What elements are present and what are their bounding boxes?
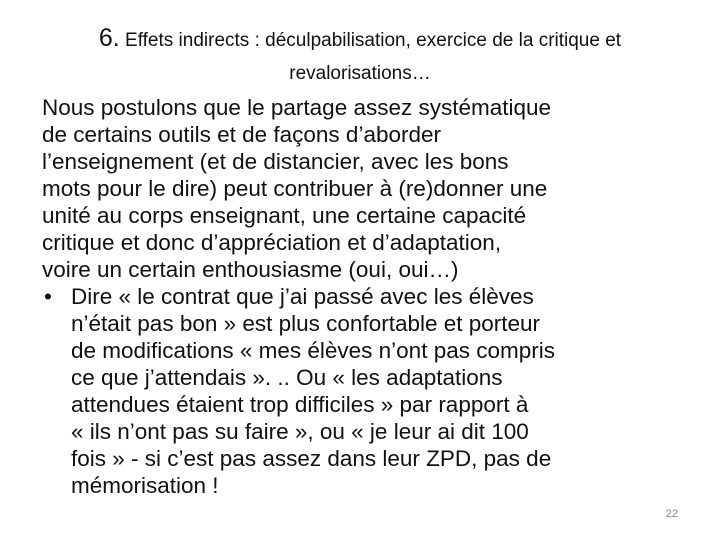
paragraph-line: l’enseignement (et de distancier, avec les bons xyxy=(42,149,509,174)
paragraph-line: critique et donc d’appréciation et d’adaptation, xyxy=(42,230,502,255)
title-number: 6. xyxy=(98,24,120,52)
bullet-line: « ils n’ont pas su faire », ou « je leur ai dit 100 xyxy=(71,419,529,444)
bullet-line: mémorisation ! xyxy=(71,473,219,498)
page-number: 22 xyxy=(665,508,678,520)
bullet-line: fois » - si c’est pas assez dans leur ZPD, pas de xyxy=(71,446,552,471)
bullet-line: n’était pas bon » est plus confortable et porteur xyxy=(71,311,541,336)
slide-body xyxy=(42,94,692,499)
bullet-item xyxy=(42,283,692,499)
slide-title xyxy=(40,22,680,90)
paragraph-line: unité au corps enseignant, une certaine capacité xyxy=(42,203,527,228)
bullet-line: de modifications « mes élèves n’ont pas compris xyxy=(71,338,555,363)
title-text-line-1: Effets indirects : déculpabilisation, exercice de la critique et xyxy=(119,30,622,51)
paragraph-line: mots pour le dire) peut contribuer à (re)donner une xyxy=(42,176,548,201)
bullet-line: attendues étaient trop difficiles » par rapport à xyxy=(71,392,529,417)
title-text-line-2: revalorisations… xyxy=(289,63,431,84)
paragraph-line: de certains outils et de façons d’aborder xyxy=(42,122,441,147)
paragraph-line: voire un certain enthousiasme (oui, oui…) xyxy=(42,257,459,282)
bullet-line: Dire « le contrat que j’ai passé avec les élèves xyxy=(71,284,534,309)
bullet-icon: • xyxy=(44,284,52,309)
paragraph-line: Nous postulons que le partage assez systématique xyxy=(42,95,552,120)
intro-paragraph xyxy=(42,94,692,283)
bullet-line: ce que j’attendais ». .. Ou « les adaptations xyxy=(71,365,503,390)
